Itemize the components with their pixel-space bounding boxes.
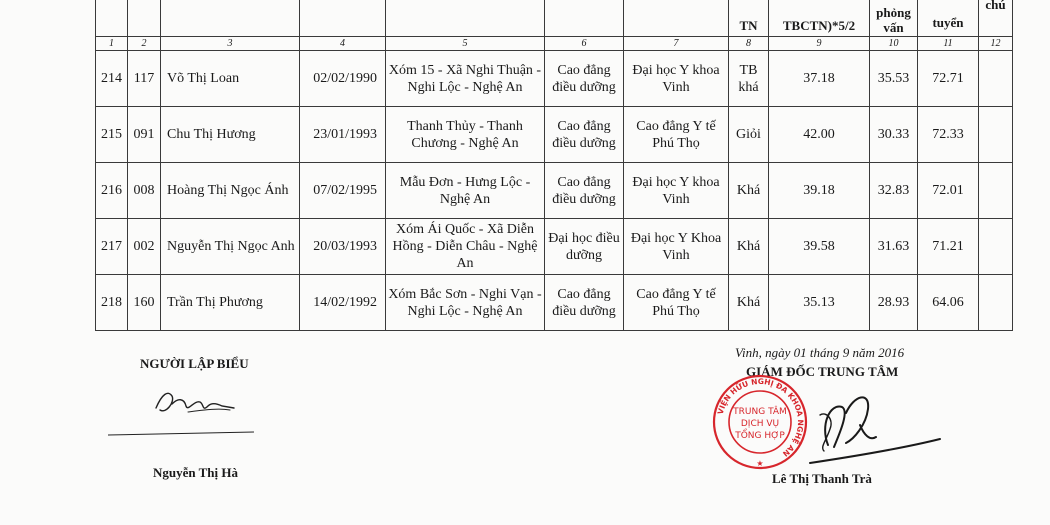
- cell-address: Xóm Ái Quốc - Xã Diễn Hồng - Diễn Châu - Nghệ An: [386, 219, 545, 275]
- svg-text:TRUNG TÂM: TRUNG TÂM: [733, 407, 787, 417]
- svg-text:★: ★: [756, 459, 764, 468]
- preparer-signature: [148, 386, 268, 426]
- cell-total: 64.06: [918, 275, 979, 331]
- column-number: 12: [979, 37, 1013, 51]
- preparer-signature-line: [108, 431, 254, 435]
- cell-dob: 07/02/1995: [300, 163, 386, 219]
- header-cell: [545, 0, 624, 37]
- cell-score-pv: 32.83: [870, 163, 918, 219]
- cell-total: 72.01: [918, 163, 979, 219]
- header-note: chú: [979, 0, 1013, 37]
- cell-note: [979, 275, 1013, 331]
- table-row: [96, 275, 1013, 331]
- header-total: tuyển: [918, 0, 979, 37]
- table-row: [96, 51, 1013, 107]
- column-number: 5: [386, 37, 545, 51]
- cell-score-pv: 28.93: [870, 275, 918, 331]
- cell-name: Nguyễn Thị Ngọc Anh: [161, 219, 300, 275]
- column-number: 7: [624, 37, 729, 51]
- cell-level: Cao đẳng điều dưỡng: [545, 275, 624, 331]
- cell-address: Mẫu Đơn - Hưng Lộc - Nghệ An: [386, 163, 545, 219]
- cell-name: Trần Thị Phương: [161, 275, 300, 331]
- table-row: [96, 107, 1013, 163]
- cell-score-pv: 35.53: [870, 51, 918, 107]
- cell-note: [979, 51, 1013, 107]
- cell-sbd: 117: [128, 51, 161, 107]
- cell-stt: 215: [96, 107, 128, 163]
- column-number: 11: [918, 37, 979, 51]
- cell-rank: Khá: [729, 219, 769, 275]
- cell-note: [979, 219, 1013, 275]
- cell-total: 71.21: [918, 219, 979, 275]
- header-cell: [624, 0, 729, 37]
- cell-level: Đại học điều dưỡng: [545, 219, 624, 275]
- cell-total: 72.33: [918, 107, 979, 163]
- table-header-row: [96, 0, 1013, 37]
- svg-text:VIỆN HỮU NGHỊ ĐA KHOA NGHỆ AN: VIỆN HỮU NGHỊ ĐA KHOA NGHỆ AN: [715, 376, 806, 459]
- preparer-name: Nguyễn Thị Hà: [153, 465, 239, 480]
- column-number: 3: [161, 37, 300, 51]
- cell-level: Cao đẳng điều dưỡng: [545, 107, 624, 163]
- cell-dob: 23/01/1993: [300, 107, 386, 163]
- cell-stt: 218: [96, 275, 128, 331]
- candidate-table: [95, 0, 1013, 331]
- cell-rank: Khá: [729, 275, 769, 331]
- column-number: 9: [769, 37, 870, 51]
- signing-date: Vinh, ngày 01 tháng 9 năm 2016: [735, 345, 905, 360]
- header-score-pv: phỏng vấn: [870, 0, 918, 37]
- header-rank: TN: [729, 0, 769, 37]
- cell-sbd: 008: [128, 163, 161, 219]
- cell-sbd: 091: [128, 107, 161, 163]
- column-number: 6: [545, 37, 624, 51]
- director-title: GIÁM ĐỐC TRUNG TÂM: [746, 364, 899, 379]
- table-row: [96, 219, 1013, 275]
- cell-dob: 02/02/1990: [300, 51, 386, 107]
- cell-note: [979, 163, 1013, 219]
- cell-address: Xóm Bắc Sơn - Nghi Vạn - Nghi Lộc - Nghệ An: [386, 275, 545, 331]
- svg-text:DỊCH VỤ: DỊCH VỤ: [740, 419, 780, 429]
- header-score-tn: TBCTN)*5/2: [769, 0, 870, 37]
- cell-score-pv: 31.63: [870, 219, 918, 275]
- column-number: 8: [729, 37, 769, 51]
- cell-address: Xóm 15 - Xã Nghi Thuận - Nghi Lộc - Nghệ An: [386, 51, 545, 107]
- cell-sbd: 160: [128, 275, 161, 331]
- column-number: 1: [96, 37, 128, 51]
- header-cell: [386, 0, 545, 37]
- cell-school: Cao đẳng Y tế Phú Thọ: [624, 275, 729, 331]
- cell-stt: 214: [96, 51, 128, 107]
- cell-name: Võ Thị Loan: [161, 51, 300, 107]
- cell-rank: Khá: [729, 163, 769, 219]
- cell-rank: Giỏi: [729, 107, 769, 163]
- cell-school: Đại học Y Khoa Vinh: [624, 219, 729, 275]
- preparer-title: NGƯỜI LẬP BIỂU: [140, 356, 249, 371]
- cell-level: Cao đẳng điều dưỡng: [545, 163, 624, 219]
- cell-score-tn: 35.13: [769, 275, 870, 331]
- cell-dob: 20/03/1993: [300, 219, 386, 275]
- cell-name: Chu Thị Hương: [161, 107, 300, 163]
- cell-name: Hoàng Thị Ngọc Ánh: [161, 163, 300, 219]
- cell-sbd: 002: [128, 219, 161, 275]
- header-cell: [128, 0, 161, 37]
- cell-school: Đại học Y khoa Vinh: [624, 51, 729, 107]
- director-signature: [790, 385, 1030, 475]
- director-name: Lê Thị Thanh Trà: [772, 471, 872, 486]
- cell-stt: 216: [96, 163, 128, 219]
- cell-score-tn: 37.18: [769, 51, 870, 107]
- cell-level: Cao đẳng điều dưỡng: [545, 51, 624, 107]
- cell-score-pv: 30.33: [870, 107, 918, 163]
- cell-total: 72.71: [918, 51, 979, 107]
- cell-dob: 14/02/1992: [300, 275, 386, 331]
- cell-school: Đại học Y khoa Vinh: [624, 163, 729, 219]
- svg-text:TỔNG HỢP: TỔNG HỢP: [735, 431, 785, 441]
- cell-stt: 217: [96, 219, 128, 275]
- cell-score-tn: 42.00: [769, 107, 870, 163]
- cell-rank: TB khá: [729, 51, 769, 107]
- cell-score-tn: 39.58: [769, 219, 870, 275]
- cell-note: [979, 107, 1013, 163]
- cell-score-tn: 39.18: [769, 163, 870, 219]
- header-cell: [96, 0, 128, 37]
- header-cell: [161, 0, 300, 37]
- column-number: 4: [300, 37, 386, 51]
- header-cell: [300, 0, 386, 37]
- cell-school: Cao đẳng Y tế Phú Thọ: [624, 107, 729, 163]
- cell-address: Thanh Thủy - Thanh Chương - Nghệ An: [386, 107, 545, 163]
- column-number: 10: [870, 37, 918, 51]
- table-row: [96, 163, 1013, 219]
- column-number-row: [96, 37, 1013, 51]
- column-number: 2: [128, 37, 161, 51]
